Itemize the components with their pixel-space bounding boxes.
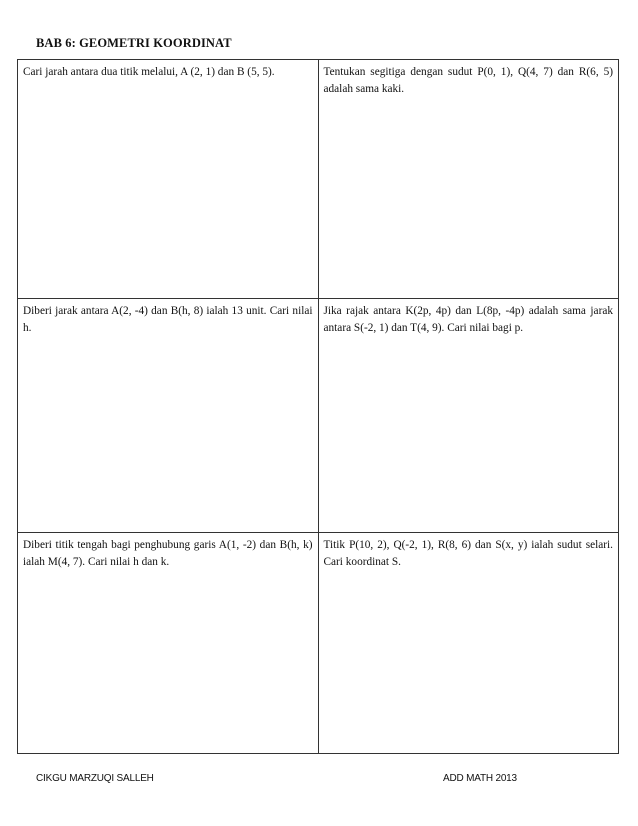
footer-author: CIKGU MARZUQI SALLEH — [36, 773, 154, 784]
question-grid — [17, 59, 619, 754]
footer-subject: ADD MATH 2013 — [443, 773, 517, 784]
question-row — [18, 60, 619, 299]
question-cell-4: Jika rajak antara K(2p, 4p) dan L(8p, -4p) adalah sama jarak antara S(-2, 1) dan T(4, 9). Cari nilai bagi p. — [318, 299, 619, 533]
question-cell-1: Cari jarah antara dua titik melalui, A (2, 1) dan B (5, 5). — [18, 60, 319, 299]
page-title: BAB 6: GEOMETRI KOORDINAT — [36, 36, 232, 50]
question-cell-6: Titik P(10, 2), Q(-2, 1), R(8, 6) dan S(x, y) ialah sudut selari. Cari koordinat S. — [318, 533, 619, 754]
question-cell-2: Tentukan segitiga dengan sudut P(0, 1), Q(4, 7) dan R(6, 5) adalah sama kaki. — [318, 60, 619, 299]
question-row — [18, 533, 619, 754]
question-cell-5: Diberi titik tengah bagi penghubung garis A(1, -2) dan B(h, k) ialah M(4, 7). Cari nilai h dan k. — [18, 533, 319, 754]
question-cell-3: Diberi jarak antara A(2, -4) dan B(h, 8) ialah 13 unit. Cari nilai h. — [18, 299, 319, 533]
question-row — [18, 299, 619, 533]
